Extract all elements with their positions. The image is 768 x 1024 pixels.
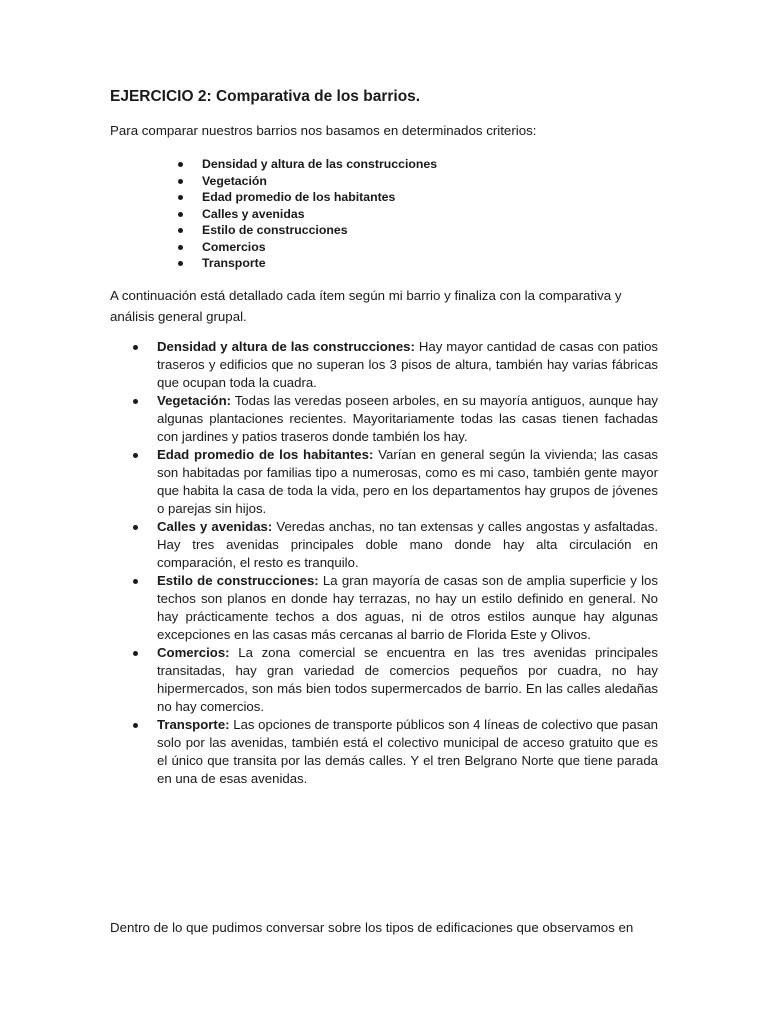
criteria-label: Comercios bbox=[202, 239, 266, 254]
detail-text: Veredas anchas, no tan extensas y calles angostas y asfaltadas. Hay tres avenidas principales doble mano donde hay alta circulación en comparación, el resto es tranquilo. bbox=[157, 519, 658, 570]
list-item bbox=[175, 239, 437, 256]
list-item bbox=[130, 392, 658, 446]
list-item bbox=[130, 446, 658, 518]
bullet-icon bbox=[133, 399, 138, 404]
bullet-icon bbox=[178, 195, 183, 200]
list-item bbox=[130, 518, 658, 572]
list-item bbox=[175, 222, 437, 239]
bullet-icon bbox=[133, 651, 138, 656]
bullet-icon bbox=[178, 245, 183, 250]
bullet-icon bbox=[178, 261, 183, 266]
list-item bbox=[175, 156, 437, 173]
list-item bbox=[130, 716, 658, 788]
bullet-icon bbox=[178, 228, 183, 233]
detail-text: Varían en general según la vivienda; las casas son habitadas por familias tipo a numerosas, como es mi caso, también gente mayor que habita la casa de toda la vida, pero en los departamentos hay grupos de jóvenes o parejas sin hijos. bbox=[157, 447, 658, 516]
detail-term: Transporte: bbox=[157, 717, 230, 732]
detail-text: Todas las veredas poseen arboles, en su mayoría antiguos, aunque hay algunas plantaciones recientes. Mayoritariamente todas las casas tienen fachadas con jardines y patios traseros donde también los hay. bbox=[157, 393, 658, 444]
detail-text: Las opciones de transporte públicos son 4 líneas de colectivo que pasan solo por las avenidas, también está el colectivo municipal de acceso gratuito que es el único que transita por las demás calles. Y el tren Belgrano Norte que tiene parada en una de esas avenidas. bbox=[157, 717, 658, 786]
list-item bbox=[130, 338, 658, 392]
detail-text: Hay mayor cantidad de casas con patios traseros y edificios que no superan los 3 pisos de altura, también hay varias fábricas que ocupan toda la cuadra. bbox=[157, 339, 658, 390]
criteria-label: Densidad y altura de las construcciones bbox=[202, 157, 438, 171]
list-item bbox=[175, 206, 437, 223]
criteria-label: Vegetación bbox=[202, 173, 267, 188]
bullet-icon bbox=[133, 525, 138, 530]
bullet-icon bbox=[133, 723, 138, 728]
bullet-icon bbox=[133, 579, 138, 584]
list-item bbox=[130, 644, 658, 716]
detail-term: Edad promedio de los habitantes: bbox=[157, 447, 374, 462]
detail-term: Calles y avenidas: bbox=[157, 519, 273, 534]
bullet-icon bbox=[178, 162, 183, 167]
page-title: EJERCICIO 2: Comparativa de los barrios. bbox=[110, 88, 421, 105]
intro-paragraph: Para comparar nuestros barrios nos basamos en determinados criterios: bbox=[110, 123, 537, 138]
criteria-label: Edad promedio de los habitantes bbox=[202, 190, 396, 204]
list-item bbox=[175, 255, 437, 272]
detail-text: La gran mayoría de casas son de amplia superficie y los techos son planos en donde hay terrazas, no hay un estilo definido en general. No hay prácticamente techos a dos aguas, ni de otros estilos aunque hay algunas excepciones en las casas más cercanas al barrio de Florida Este y Olivos. bbox=[157, 573, 658, 642]
detail-term: Estilo de construcciones: bbox=[157, 573, 319, 588]
criteria-list bbox=[175, 156, 437, 272]
bullet-icon bbox=[178, 179, 183, 184]
list-item bbox=[130, 572, 658, 644]
bullet-icon bbox=[133, 345, 138, 350]
footer-paragraph: Dentro de lo que pudimos conversar sobre los tipos de edificaciones que observamos en bbox=[110, 920, 634, 935]
criteria-label: Calles y avenidas bbox=[202, 206, 305, 221]
detail-text: La zona comercial se encuentra en las tres avenidas principales transitadas, hay gran variedad de comercios pequeños por cuadra, no hay hipermercados, son más bien todos supermercados de barrio. En las calles aledañas no hay comercios. bbox=[157, 645, 658, 714]
detail-term: Vegetación: bbox=[157, 393, 232, 408]
detail-term: Comercios: bbox=[157, 645, 230, 660]
criteria-label: Transporte bbox=[202, 256, 266, 270]
list-item bbox=[175, 173, 437, 190]
bullet-icon bbox=[133, 453, 138, 458]
criteria-label: Estilo de construcciones bbox=[202, 223, 348, 237]
detail-list bbox=[130, 338, 658, 788]
bullet-icon bbox=[178, 212, 183, 217]
detail-term: Densidad y altura de las construcciones: bbox=[157, 339, 415, 354]
list-item bbox=[175, 189, 437, 206]
continuation-paragraph: A continuación está detallado cada ítem según mi barrio y finaliza con la comparativa y análisis general grupal. bbox=[110, 288, 622, 324]
